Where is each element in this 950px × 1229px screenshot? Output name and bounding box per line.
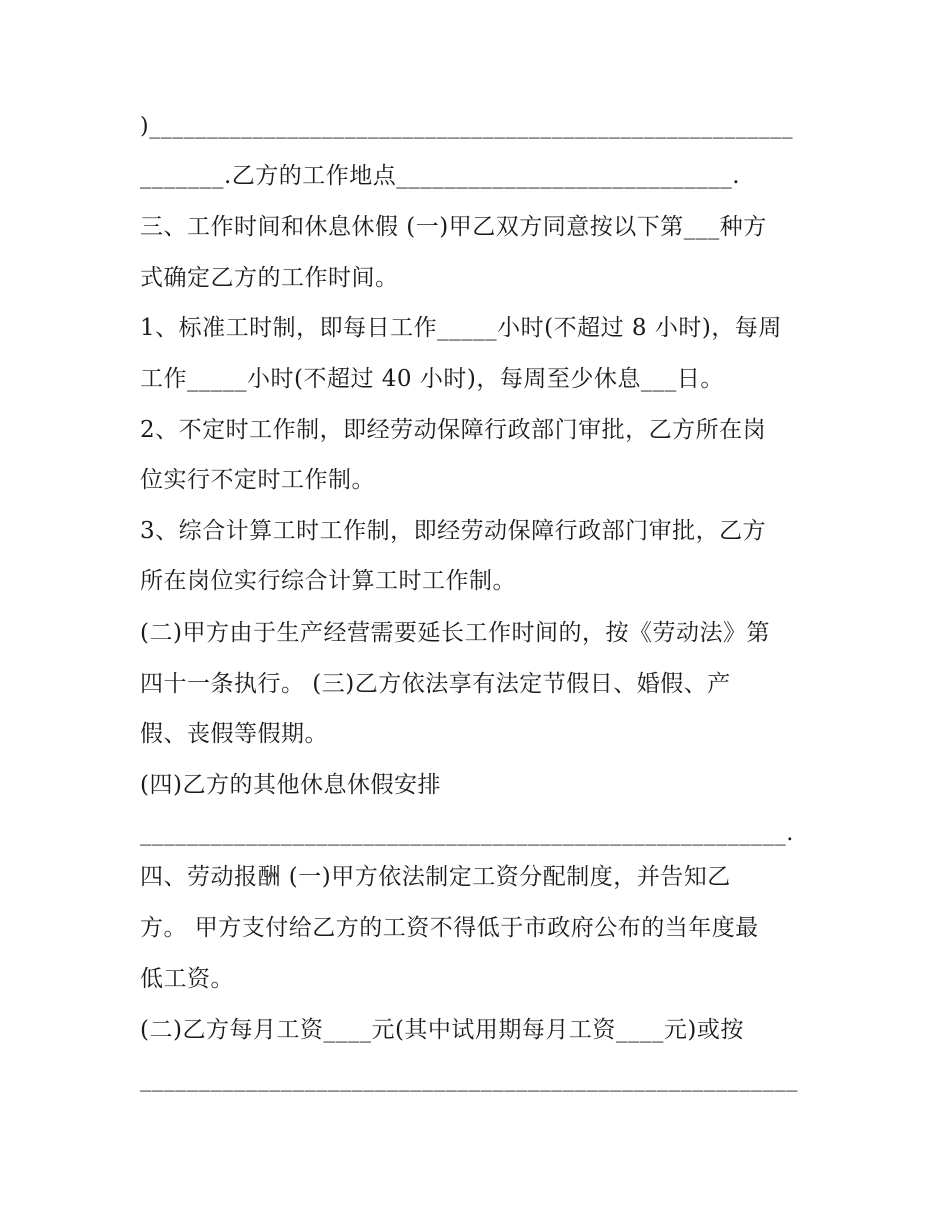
text-line-overtime: (二)甲方由于生产经营需要延长工作时间的，按《劳动法》第 <box>140 620 770 646</box>
text-line-monthly-wage-blank: ________________________________________________________ <box>140 1066 798 1092</box>
text-line-other-leave: (四)乙方的其他休息休假安排 <box>140 772 441 798</box>
text-line-section-three-heading: 三、工作时间和休息休假 (一)甲乙双方同意按以下第___种方 <box>140 214 767 240</box>
text-line-flexible-hours: 2、不定时工作制，即经劳动保障行政部门审批，乙方所在岗 <box>140 417 767 443</box>
text-line-section-four-heading: 四、劳动报酬 (一)甲方依法制定工资分配制度，并告知乙 <box>140 864 731 890</box>
text-line-standard-hours: 1、标准工时制，即每日工作_____小时(不超过 8 小时)，每周 <box>140 315 782 341</box>
text-line-comprehensive-hours-cont: 所在岗位实行综合计算工时工作制。 <box>140 568 516 594</box>
text-line-other-leave-blank: _______________________________________________________. <box>140 820 794 846</box>
text-line-minimum-wage: 方。 甲方支付给乙方的工资不得低于市政府公布的当年度最 <box>140 915 759 941</box>
text-line-comprehensive-hours: 3、综合计算工时工作制，即经劳动保障行政部门审批，乙方 <box>140 518 767 544</box>
text-line-work-location: _______.乙方的工作地点____________________________. <box>140 163 741 189</box>
text-line-holidays: 四十一条执行。 (三)乙方依法享有法定节假日、婚假、产 <box>140 671 731 697</box>
text-line-holidays-cont: 假、丧假等假期。 <box>140 721 328 747</box>
text-line-monthly-wage: (二)乙方每月工资____元(其中试用期每月工资____元)或按 <box>140 1017 744 1043</box>
text-line-flexible-hours-cont: 位实行不定时工作制。 <box>140 467 375 493</box>
text-line-section-three-cont: 式确定乙方的工作时间。 <box>140 265 399 291</box>
text-line-minimum-wage-cont: 低工资。 <box>140 966 234 992</box>
text-line-blank-continuation: )________________________________________________________ <box>140 114 794 139</box>
text-line-standard-hours-cont: 工作_____小时(不超过 40 小时)，每周至少休息___日。 <box>140 366 724 392</box>
